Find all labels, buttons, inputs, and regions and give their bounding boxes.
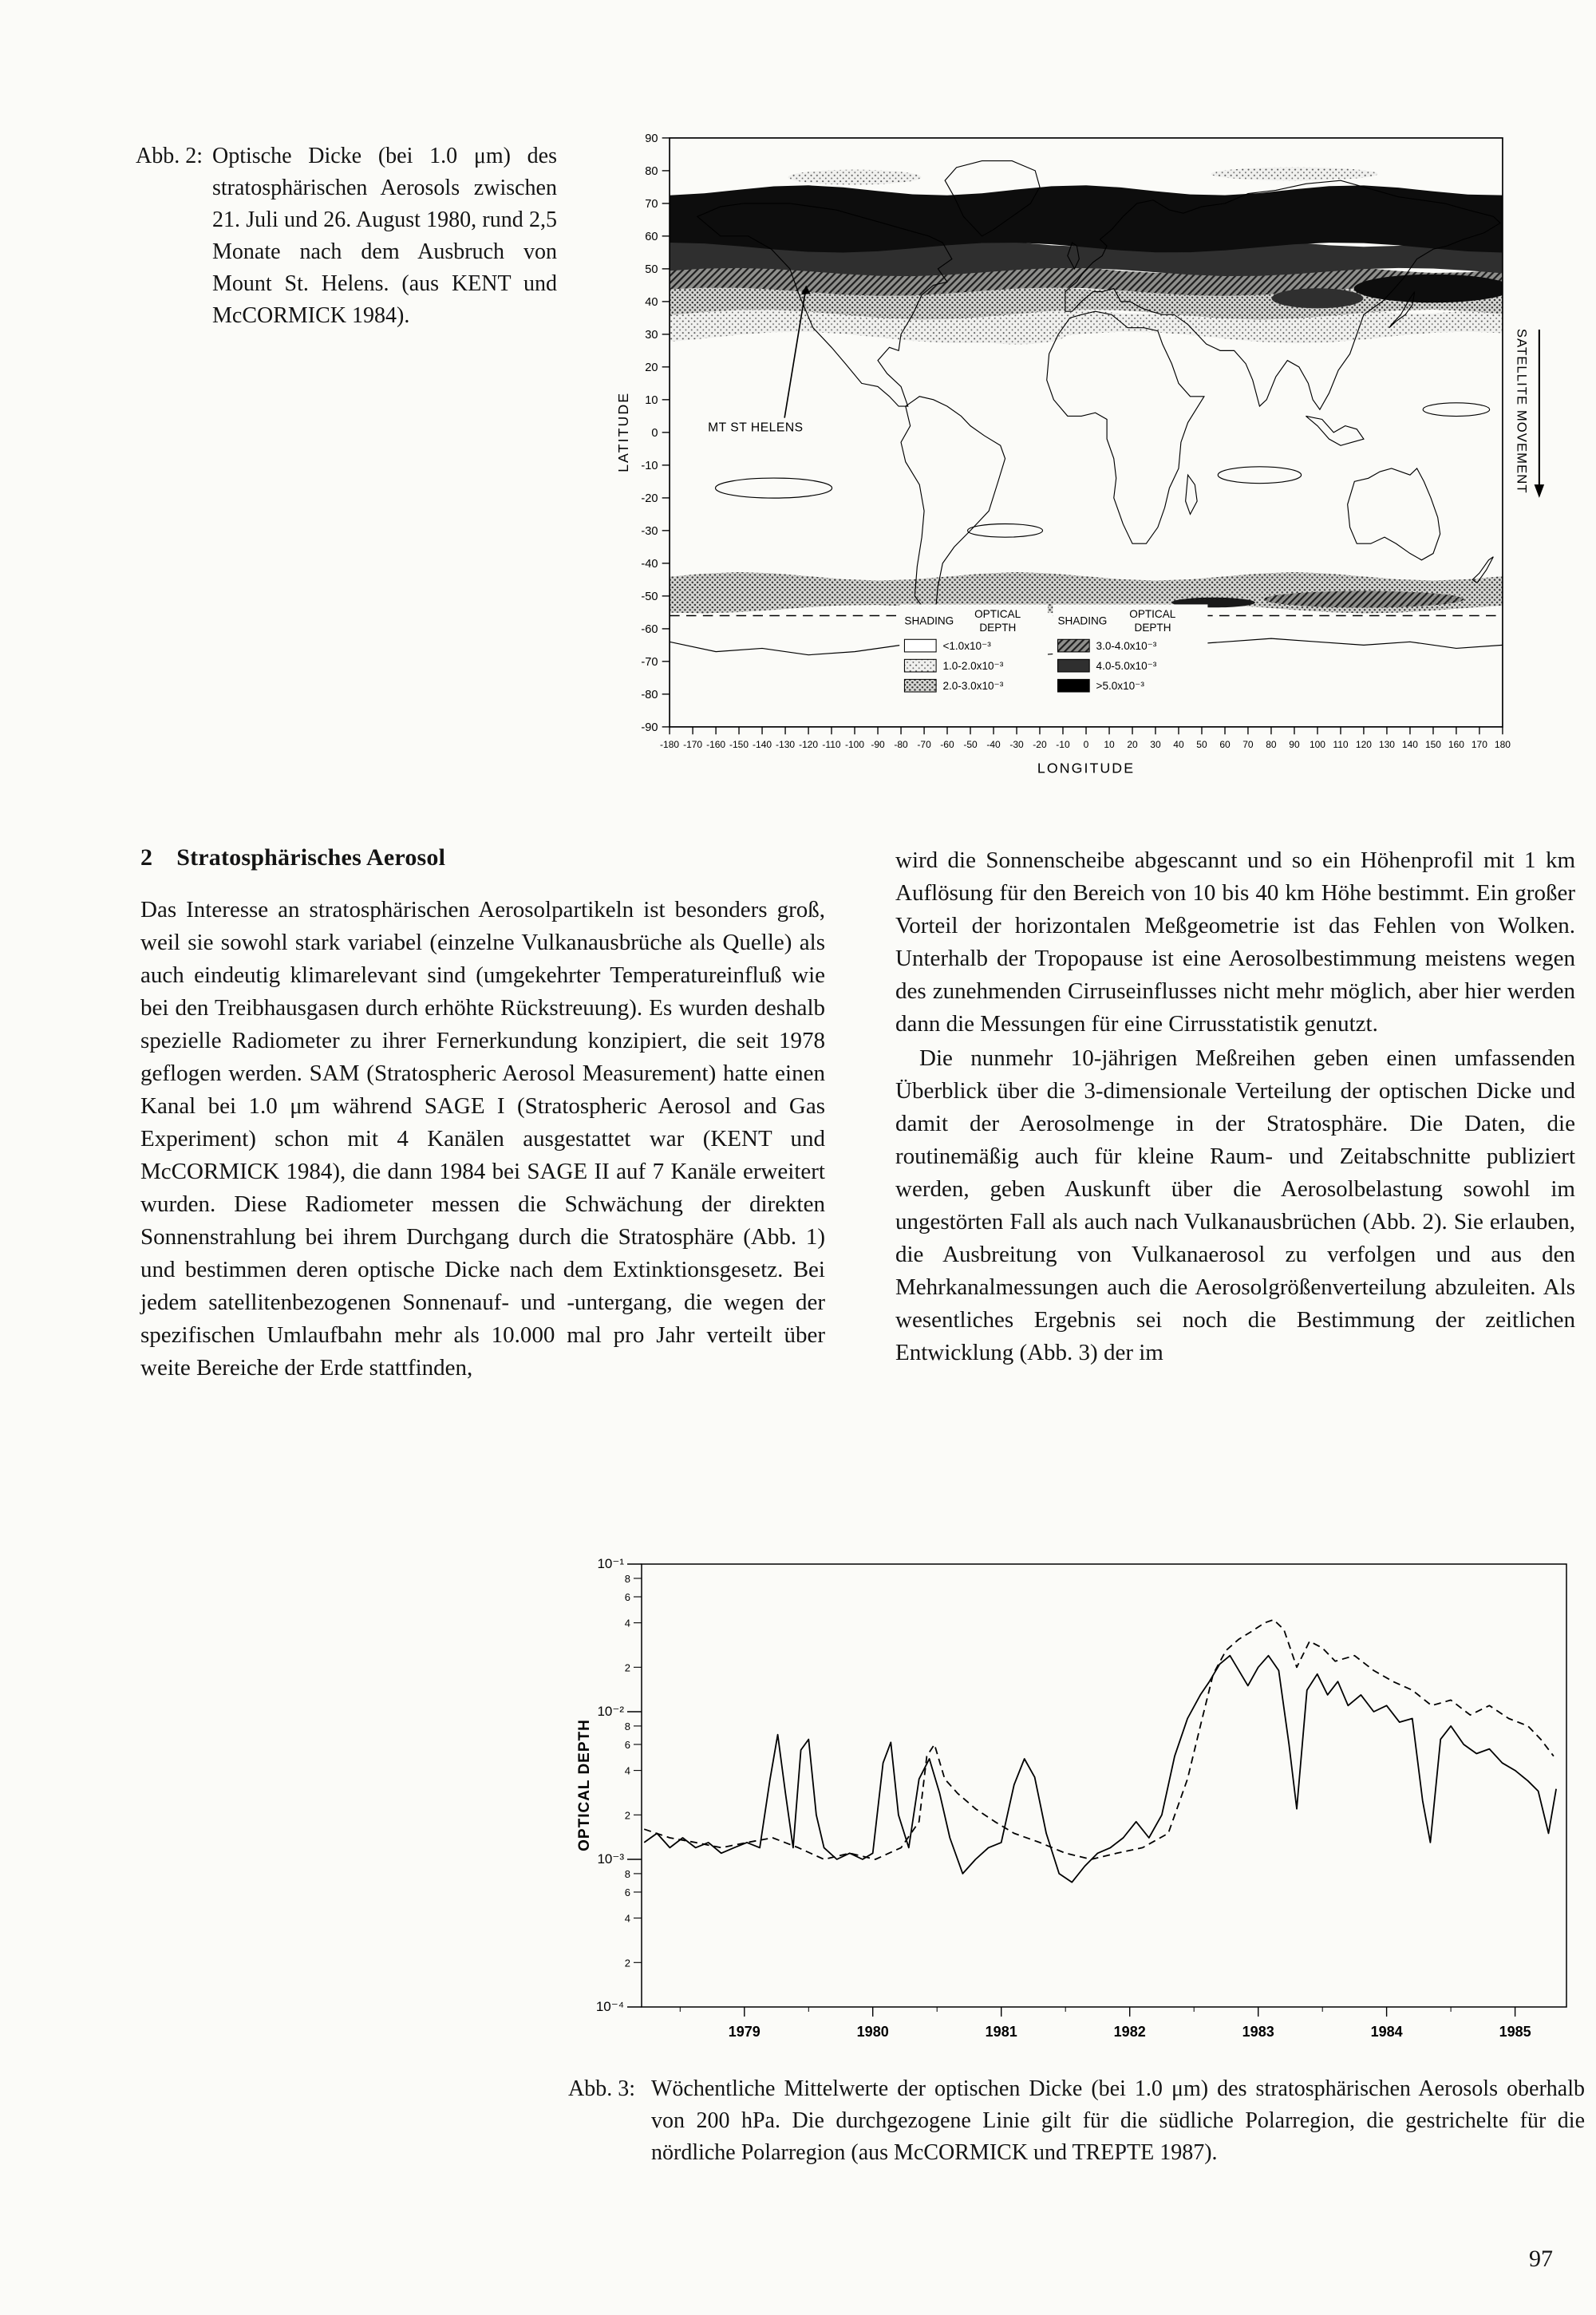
lat-tick-label: -90	[641, 721, 658, 735]
y-tick-label: 4	[624, 1764, 630, 1777]
lon-tick-label: -40	[986, 738, 1001, 750]
lon-tick-label: 30	[1150, 738, 1161, 750]
lon-tick-label: -80	[894, 738, 908, 750]
latitude-axis	[641, 132, 670, 734]
map-ylabel: LATITUDE	[614, 391, 631, 472]
lon-tick-label: 140	[1401, 738, 1418, 750]
legend-label-1: <1.0x10⁻³	[942, 639, 991, 652]
y-tick-label: 2	[624, 1661, 630, 1674]
aerosol-patch	[788, 170, 922, 185]
page-number: 97	[1529, 2246, 1553, 2272]
longitude-axis	[660, 727, 1511, 750]
lon-tick-label: 60	[1219, 738, 1231, 750]
lat-tick-label: -50	[641, 591, 658, 604]
lon-tick-label: 0	[1083, 738, 1089, 750]
fig3-chart-figure	[559, 1556, 1596, 2055]
x-tick-label: 1979	[728, 2024, 760, 2040]
lat-tick-label: 40	[645, 296, 658, 310]
lat-tick-label: -30	[641, 525, 658, 539]
lon-tick-label: -90	[871, 738, 885, 750]
section-heading	[140, 844, 445, 871]
body-paragraph: wird die Sonnenscheibe abgescannt und so ein Höhenprofil mit 1 km Auflösung für den Bereich von 10 bis 40 km Höhe bestimmt. Ein großer Vorteil der horizontalen Meßgeometrie ist das Fehlen von Wolken. Unterhalb der Tropopause ist eine Aerosolbestimmung meistens wegen des zunehmenden Cirruseinflusses nicht mehr möglich, aber hier werden dann die Messungen für eine Cirrusstatistik genutzt.	[895, 847, 1575, 1037]
legend-swatch-5	[1058, 659, 1090, 672]
fig2-caption-label: Abb. 2:	[136, 144, 203, 168]
legend-swatch-3	[904, 679, 936, 692]
x-tick-label: 1983	[1242, 2024, 1274, 2040]
lat-tick-label: -70	[641, 656, 658, 670]
lon-tick-label: 20	[1127, 738, 1138, 750]
aerosol-band	[670, 185, 1503, 252]
aerosol-patch	[1354, 275, 1512, 302]
coastline	[1306, 416, 1363, 445]
lat-tick-label: 10	[645, 394, 658, 408]
chart-frame	[642, 1564, 1566, 2007]
y-tick-label: 6	[624, 1886, 630, 1898]
legend-swatch-2	[904, 659, 936, 672]
optical-depth-chart	[559, 1556, 1596, 2051]
y-tick-label: 4	[624, 1617, 630, 1630]
contour-ellipse	[1423, 403, 1490, 417]
y-tick-label: 8	[624, 1572, 630, 1585]
legend-label-2: 1.0-2.0x10⁻³	[942, 659, 1004, 672]
legend-header-shading: SHADING	[904, 614, 954, 627]
x-tick-label: 1980	[856, 2024, 889, 2040]
y-tick-label: 2	[624, 1957, 630, 1969]
fig2-caption	[136, 140, 557, 332]
chart-y-axis	[596, 1556, 642, 2014]
series-solid-line	[644, 1656, 1556, 1882]
lat-tick-label: 80	[645, 165, 658, 179]
y-tick-label: 2	[624, 1809, 630, 1822]
lat-tick-label: -40	[641, 558, 658, 571]
coastline	[1348, 468, 1440, 560]
lon-tick-label: -180	[660, 738, 680, 750]
lon-tick-label: -10	[1056, 738, 1070, 750]
y-tick-label: 10⁻³	[597, 1851, 624, 1867]
aerosol-patch	[966, 324, 1066, 344]
lon-tick-label: -100	[845, 738, 865, 750]
map-xlabel: LONGITUDE	[1037, 760, 1136, 776]
chart-series	[644, 1620, 1556, 1882]
legend-label-4: 3.0-4.0x10⁻³	[1096, 639, 1157, 652]
lon-tick-label: -140	[753, 738, 772, 750]
x-tick-label: 1981	[985, 2024, 1017, 2040]
chart-ylabel: OPTICAL DEPTH	[576, 1719, 593, 1851]
x-tick-label: 1982	[1113, 2024, 1146, 2040]
lon-tick-label: -160	[706, 738, 726, 750]
fig3-caption-text: Wöchentliche Mittelwerte der optischen Dicke (bei 1.0 μm) des stratosphärischen Aerosols oberhalb von 200 hPa. Die durchgezogene Linie gilt für die südliche Polarregion, die gestrichelte für die nördliche Polarregion (aus McCORMICK und TREPTE 1987).	[651, 2076, 1585, 2165]
y-tick-label: 10⁻¹	[597, 1556, 624, 1571]
lat-tick-label: 70	[645, 198, 658, 211]
aerosol-map	[611, 121, 1561, 788]
legend-header-depth: DEPTH	[1134, 621, 1171, 634]
legend-swatch-4	[1058, 639, 1090, 652]
right-column	[895, 844, 1575, 1369]
legend-swatch-6	[1058, 679, 1090, 692]
body-paragraph: Das Interesse an stratosphärischen Aerosolpartikeln ist besonders groß, weil sie sowohl stark variabel (einzelne Vulkanausbrüche als Quelle) als auch eindeutig klimarelevant sind (umgekehrter Temperatureinfluß wie bei den Treibhausgasen durch erhöhte Rückstreuung). Es wurden deshalb spezielle Radiometer zu ihrer Fernerkundung konzipiert, die seit 1978 geflogen werden. SAM (Stratospheric Aerosol Measurement) hatte einen Kanal bei 1.0 μm während SAGE I (Stratospheric Aerosol and Gas Experiment) schon mit 4 Kanälen ausgestattet war (KENT und McCORMICK 1984), die dann 1984 bei SAGE II auf 7 Kanäle erweitert wurden. Diese Radiometer messen die Schwächung der direkten Sonnenstrahlung bei ihrem Durchgang durch die Stratosphäre (Abb. 1) und bestimmen deren optische Dicke nach dem Extinktionsgesetz. Bei jedem satellitenbezogenen Sonnenauf- und -untergang, die wegen der spezifischen Umlaufbahn mehr als 10.000 mal pro Jahr verteilt über weite Bereiche der Erde stattfinden,	[140, 897, 825, 1381]
section-number: 2	[140, 844, 153, 871]
series-dashed-line	[644, 1620, 1554, 1859]
lon-tick-label: -50	[963, 738, 978, 750]
coastline	[1047, 311, 1204, 543]
lon-tick-label: 170	[1471, 738, 1487, 750]
lat-tick-label: 30	[645, 329, 658, 342]
lat-tick-label: 50	[645, 263, 658, 277]
fig2-map-figure	[611, 121, 1561, 792]
mt-st-helens-label: MT ST HELENS	[708, 421, 804, 435]
lon-tick-label: -70	[917, 738, 931, 750]
y-tick-label: 6	[624, 1591, 630, 1603]
aerosol-shading-bands	[670, 185, 1503, 613]
aerosol-patch	[1272, 288, 1364, 308]
y-tick-label: 8	[624, 1867, 630, 1880]
fig3-caption	[568, 2073, 1585, 2169]
y-tick-label: 4	[624, 1912, 630, 1925]
x-tick-label: 1984	[1370, 2024, 1403, 2040]
fig2-caption-text: Optische Dicke (bei 1.0 μm) des stratosphärischen Aerosols zwischen 21. Juli und 26. August 1980, rund 2,5 Monate nach dem Ausbruch von Mount St. Helens. (aus KENT und McCORMICK 1984).	[212, 144, 557, 328]
lat-tick-label: -20	[641, 492, 658, 506]
lon-tick-label: -110	[822, 738, 841, 750]
lon-tick-label: 80	[1266, 738, 1277, 750]
lon-tick-label: 90	[1289, 738, 1300, 750]
y-tick-label: 8	[624, 1720, 630, 1732]
map-legend-right	[1053, 604, 1207, 697]
lon-tick-label: -150	[729, 738, 749, 750]
y-tick-label: 10⁻²	[597, 1704, 624, 1719]
lon-tick-label: 130	[1378, 738, 1395, 750]
lon-tick-label: -30	[1009, 738, 1024, 750]
lon-tick-label: 110	[1333, 738, 1349, 750]
legend-header-depth: DEPTH	[979, 621, 1017, 634]
left-column	[140, 894, 825, 1385]
satellite-movement-label: SATELLITE MOVEMENT	[1514, 328, 1530, 494]
legend-label-5: 4.0-5.0x10⁻³	[1096, 659, 1157, 672]
lat-tick-label: -10	[641, 460, 658, 473]
legend-swatch-1	[904, 639, 936, 652]
contour-ellipse	[968, 523, 1043, 537]
aerosol-patch	[757, 588, 907, 603]
y-tick-label: 6	[624, 1739, 630, 1751]
lon-tick-label: 160	[1448, 738, 1464, 750]
x-tick-label: 1985	[1499, 2024, 1531, 2040]
lat-tick-label: 0	[651, 427, 658, 440]
contour-ellipse	[715, 478, 832, 498]
lon-tick-label: -60	[940, 738, 954, 750]
legend-label-3: 2.0-3.0x10⁻³	[942, 679, 1004, 692]
lat-tick-label: 90	[645, 132, 658, 146]
lon-tick-label: -120	[799, 738, 819, 750]
satellite-arrowhead-icon	[1535, 484, 1545, 498]
lon-tick-label: 40	[1173, 738, 1184, 750]
lon-tick-label: -170	[683, 738, 703, 750]
lon-tick-label: 150	[1424, 738, 1441, 750]
aerosol-patch	[1264, 591, 1464, 608]
chart-x-axis	[680, 2007, 1531, 2040]
lat-tick-label: -60	[641, 623, 658, 637]
legend-header-shading: SHADING	[1057, 614, 1108, 627]
section-title: Stratosphärisches Aerosol	[176, 844, 446, 871]
legend-header-optical: OPTICAL	[974, 608, 1021, 621]
lon-tick-label: 10	[1104, 738, 1115, 750]
coastline	[1186, 475, 1198, 514]
lon-tick-label: 50	[1196, 738, 1207, 750]
lat-tick-label: 20	[645, 361, 658, 375]
lat-tick-label: -80	[641, 689, 658, 702]
lat-tick-label: 60	[645, 231, 658, 244]
fig3-caption-label: Abb. 3:	[568, 2076, 635, 2101]
lon-tick-label: 180	[1494, 738, 1511, 750]
map-legend-left	[899, 604, 1048, 697]
aerosol-patch	[1211, 168, 1378, 181]
lon-tick-label: 100	[1309, 738, 1325, 750]
y-tick-label: 10⁻⁴	[595, 1999, 624, 2014]
lon-tick-label: 120	[1355, 738, 1372, 750]
contour-ellipse	[1218, 467, 1301, 484]
body-paragraph: Die nunmehr 10-jährigen Meßreihen geben einen umfassenden Überblick über die 3-dimensionale Verteilung der optischen Dicke und damit der Aerosolmenge in der Stratosphäre. Die Daten, die routinemäßig auch für kleine Raum- und Zeitabschnitte publiziert werden, geben Auskunft über die Aerosolbelastung sowohl im ungestörten Fall als auch nach Vulkanausbrüchen (Abb. 2). Sie erlauben, die Ausbreitung von Vulkanaerosol zu verfolgen und aus den Mehrkanalmessungen auch die Aerosolgrößenverteilung abzuleiten. Als wesentliches Ergebnis sei noch die Bestimmung der zeitlichen Entwicklung (Abb. 3) der im	[895, 1045, 1575, 1365]
lon-tick-label: -130	[776, 738, 796, 750]
legend-label-6: >5.0x10⁻³	[1096, 679, 1144, 692]
lon-tick-label: 70	[1242, 738, 1254, 750]
lon-tick-label: -20	[1033, 738, 1047, 750]
legend-header-optical: OPTICAL	[1129, 608, 1176, 621]
